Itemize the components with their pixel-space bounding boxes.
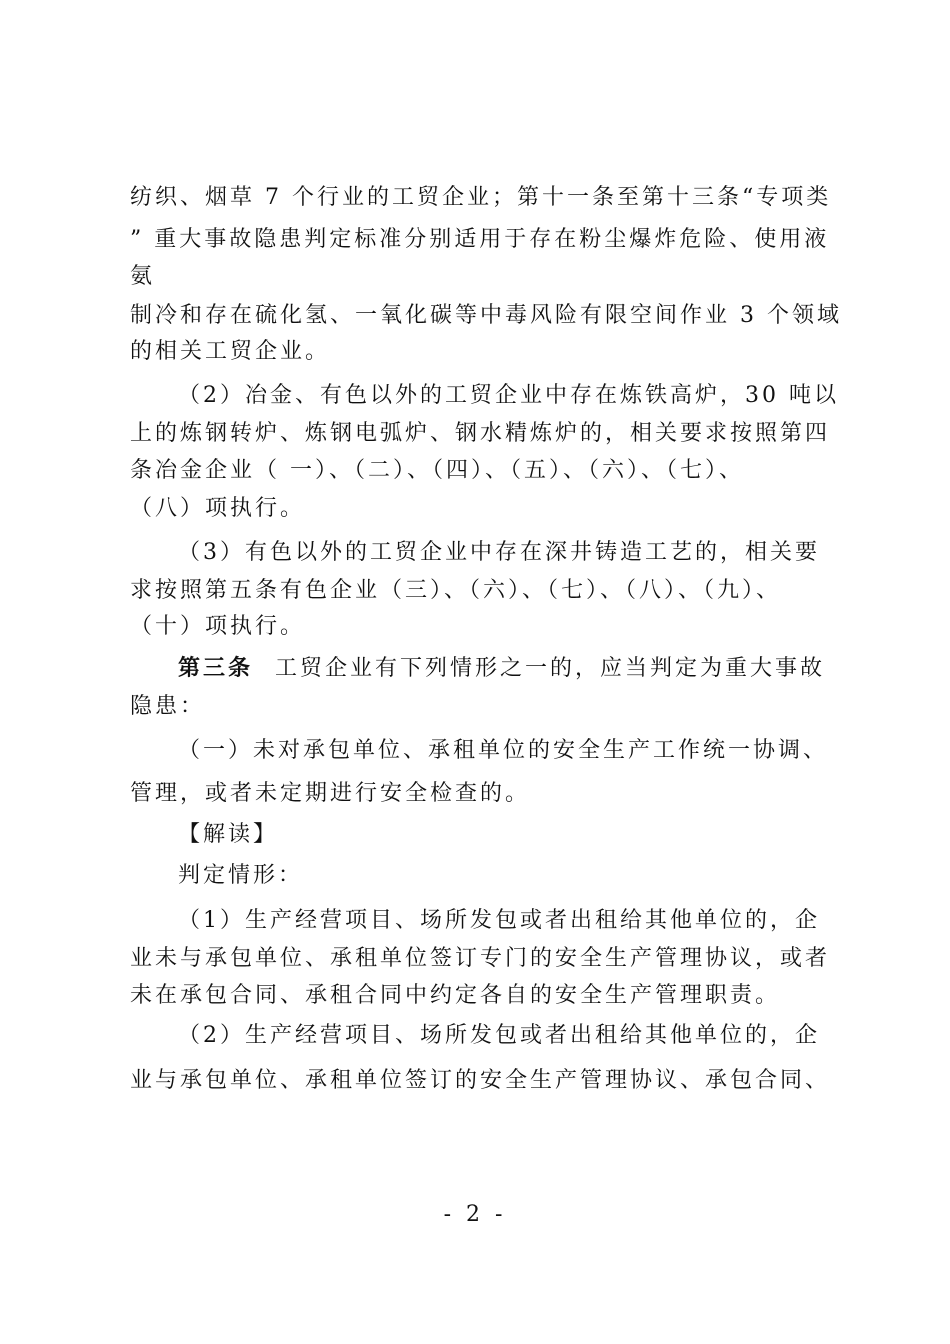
text-line: 氨 (130, 264, 156, 289)
text-line: 制冷和存在硫化氢、一氧化碳等中毒风险有限空间作业 3 个领域 (130, 303, 842, 328)
interpretation-label: 【解读】 (178, 822, 279, 847)
text-line: （八）项执行。 (130, 496, 306, 521)
text-line: 管理，或者未定期进行安全检查的。 (130, 781, 531, 806)
text-line: 隐患： (130, 694, 206, 719)
text-line: 的相关工贸企业。 (130, 339, 331, 364)
text-line: 业与承包单位、承租单位签订的安全生产管理协议、承包合同、 (130, 1068, 831, 1093)
article-line (178, 654, 850, 684)
page-number: - 2 - (443, 1202, 507, 1227)
article-text: 工贸企业有下列情形之一的，应当判定为重大事故 (275, 656, 826, 681)
text-line: （3）有色以外的工贸企业中存在深井铸造工艺的，相关要 (178, 540, 820, 565)
text-line: 未在承包合同、承租合同中约定各自的安全生产管理职责。 (130, 983, 781, 1008)
text-line: （2）冶金、有色以外的工贸企业中存在炼铁高炉，30 吨以 (178, 383, 839, 408)
text-line: （1）生产经营项目、场所发包或者出租给其他单位的，企 (178, 908, 820, 933)
text-line: （十）项执行。 (130, 614, 306, 639)
article-heading: 第三条 (178, 656, 254, 681)
text-line: （一）未对承包单位、承租单位的安全生产工作统一协调、 (178, 738, 829, 763)
text-line: （2）生产经营项目、场所发包或者出租给其他单位的，企 (178, 1023, 820, 1048)
text-line: 业未与承包单位、承租单位签订专门的安全生产管理协议，或者 (130, 946, 831, 971)
text-line: ” 重大事故隐患判定标准分别适用于存在粉尘爆炸危险、使用液 (130, 227, 830, 252)
text-line: 上的炼钢转炉、炼钢电弧炉、钢水精炼炉的，相关要求按照第四 (130, 421, 831, 446)
text-line: 条冶金企业（ 一）、（二）、（四）、（五）、（六）、（七）、 (130, 458, 744, 483)
criteria-label: 判定情形： (178, 863, 304, 888)
text-line: 求按照第五条有色企业（三）、（六）、（七）、（八）、（九）、 (130, 578, 782, 603)
text-line: 纺织、烟草 7 个行业的工贸企业；第十一条至第十三条“专项类 (130, 185, 832, 210)
